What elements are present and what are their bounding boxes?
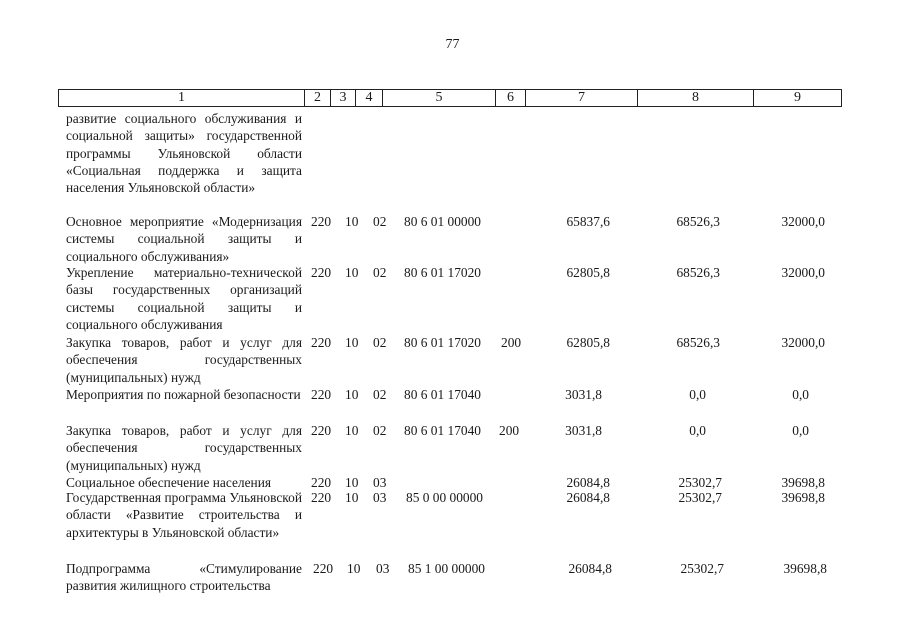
cell-col-7: 65837,6 xyxy=(566,214,610,229)
cell-col-7: 3031,8 xyxy=(565,387,602,402)
cell-col-3: 10 xyxy=(345,490,359,505)
header-col-4: 4 xyxy=(355,90,382,106)
cell-col-2: 220 xyxy=(311,423,332,438)
row-description: Мероприятия по пожарной безопасности xyxy=(66,387,301,402)
row-description: Подпрограмма «Стимулирование развития жилищного строительства xyxy=(66,561,302,594)
cell-col-2: 220 xyxy=(313,561,334,576)
cell-col-2: 220 xyxy=(311,475,332,490)
cell-col-8: 68526,3 xyxy=(676,265,720,280)
cell-col-7: 26084,8 xyxy=(568,561,612,576)
cell-col-8: 25302,7 xyxy=(678,490,722,505)
cell-col-8: 25302,7 xyxy=(680,561,724,576)
cell-col-5: 80 6 01 17020 xyxy=(404,265,481,280)
cell-col-5: 85 0 00 00000 xyxy=(406,490,483,505)
header-col-6: 6 xyxy=(495,90,525,106)
cell-col-5: 85 1 00 00000 xyxy=(408,561,485,576)
cell-col-9: 0,0 xyxy=(792,423,809,438)
cell-col-3: 10 xyxy=(345,214,359,229)
cell-col-9: 32000,0 xyxy=(781,214,825,229)
cell-col-2: 220 xyxy=(311,490,332,505)
cell-col-5: 80 6 01 17040 xyxy=(404,423,481,438)
row-description: Социальное обеспечение населения xyxy=(66,475,272,490)
cell-col-7: 26084,8 xyxy=(566,475,610,490)
cell-col-9: 39698,8 xyxy=(783,561,827,576)
cell-col-3: 10 xyxy=(345,387,359,402)
header-col-3: 3 xyxy=(330,90,355,106)
cell-col-8: 68526,3 xyxy=(676,335,720,350)
header-col-5: 5 xyxy=(382,90,495,106)
cell-col-7: 62805,8 xyxy=(566,265,610,280)
cell-col-5: 80 6 01 00000 xyxy=(404,214,481,229)
cell-col-9: 39698,8 xyxy=(781,490,825,505)
cell-col-4: 02 xyxy=(373,335,387,350)
row-description: развитие социального обслуживания и социальной защиты» государственной программы Ульяновской области «Социальная поддержка и защита населения Ульяновской области» xyxy=(66,111,302,196)
cell-col-4: 02 xyxy=(373,387,387,402)
cell-col-9: 32000,0 xyxy=(781,335,825,350)
cell-col-5: 80 6 01 17020 xyxy=(404,335,481,350)
cell-col-8: 0,0 xyxy=(689,423,706,438)
cell-col-8: 0,0 xyxy=(689,387,706,402)
cell-col-4: 02 xyxy=(373,423,387,438)
cell-col-3: 10 xyxy=(345,475,359,490)
header-col-2: 2 xyxy=(304,90,330,106)
cell-col-2: 220 xyxy=(311,387,332,402)
cell-col-7: 62805,8 xyxy=(566,335,610,350)
cell-col-9: 32000,0 xyxy=(781,265,825,280)
cell-col-8: 68526,3 xyxy=(676,214,720,229)
cell-col-3: 10 xyxy=(345,335,359,350)
cell-col-9: 0,0 xyxy=(792,387,809,402)
cell-col-4: 03 xyxy=(373,475,387,490)
header-col-9: 9 xyxy=(753,90,841,106)
cell-col-6: 200 xyxy=(499,423,520,438)
cell-col-2: 220 xyxy=(311,335,332,350)
cell-col-7: 26084,8 xyxy=(566,490,610,505)
cell-col-6: 200 xyxy=(501,335,522,350)
page-number: 77 xyxy=(445,37,460,52)
cell-col-4: 03 xyxy=(376,561,390,576)
cell-col-2: 220 xyxy=(311,265,332,280)
cell-col-7: 3031,8 xyxy=(565,423,602,438)
cell-col-5: 80 6 01 17040 xyxy=(404,387,481,402)
row-description: Закупка товаров, работ и услуг для обеспечения государственных (муниципальных) нужд xyxy=(66,335,302,385)
header-col-8: 8 xyxy=(637,90,753,106)
header-col-1: 1 xyxy=(178,90,185,105)
cell-col-2: 220 xyxy=(311,214,332,229)
cell-col-8: 25302,7 xyxy=(678,475,722,490)
cell-col-4: 03 xyxy=(373,490,387,505)
row-description: Государственная программа Ульяновской области «Развитие строительства и архитектуры в Ульяновской области» xyxy=(66,490,302,540)
row-description: Основное мероприятие «Модернизация системы социальной защиты и социального обслуживания» xyxy=(66,214,302,264)
table-header-row xyxy=(58,89,842,107)
row-description: Укрепление материально-технической базы государственных организаций системы социальной защиты и социального обслуживания xyxy=(66,265,302,332)
cell-col-3: 10 xyxy=(345,265,359,280)
cell-col-9: 39698,8 xyxy=(781,475,825,490)
row-description: Закупка товаров, работ и услуг для обеспечения государственных (муниципальных) нужд xyxy=(66,423,302,473)
cell-col-4: 02 xyxy=(373,214,387,229)
cell-col-3: 10 xyxy=(345,423,359,438)
cell-col-4: 02 xyxy=(373,265,387,280)
header-col-7: 7 xyxy=(525,90,637,106)
cell-col-3: 10 xyxy=(347,561,361,576)
